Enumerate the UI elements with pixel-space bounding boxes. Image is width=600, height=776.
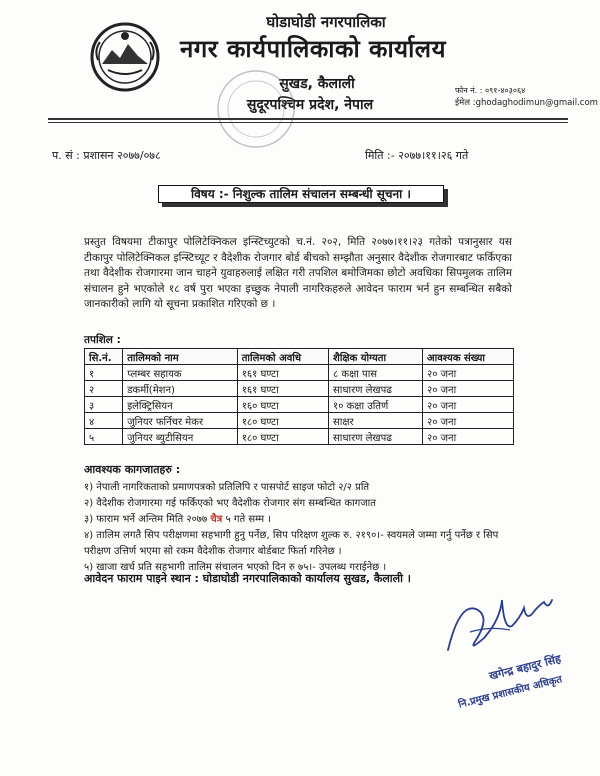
table-cell: २० जना [423,397,514,413]
signatory-title: नि.प्रमुख प्रशासकीय अधिकृत [457,674,564,711]
table-label: तपशिल : [84,334,121,346]
table-cell: १८० घण्टा [237,429,328,445]
document-item: ५) खाजा खर्च प्रति सहभागी तालिम संचालन भएको दिन रु ७५।- उपलब्ध गराईनेछ । [84,562,387,573]
table-row [85,429,514,445]
table-cell: साधारण लेखपढ [329,429,423,445]
table-cell: २ [85,381,123,397]
notice-date: मिति :- २०७७।११।२६ गते [365,149,469,162]
table-cell: साधारण लेखपढ [329,381,423,397]
municipality-name: घोडाघोडी नगरपालिका [266,13,386,31]
training-table [84,348,514,445]
table-cell: प्लम्बर सहायक [123,365,238,381]
header-divider [48,118,568,120]
table-cell: इलेक्ट्रिसियन [123,397,238,413]
signatory-name: खगेन्द्र बहादुर सिंह [487,652,563,683]
table-cell: २० जना [423,365,514,381]
table-cell: ४ [85,413,123,429]
table-cell: १८० घण्टा [237,413,328,429]
document-item: २) वैदेशीक रोजगारमा गई फर्किएको भए वैदेशीक रोजगार संग सम्बन्धित कागजात [84,498,376,509]
table-row [85,381,514,397]
deadline-prefix: ३) फाराम भर्ने अन्तिम मिति २०७७ [84,514,208,525]
table-cell: ५ [85,429,123,445]
table-cell: १६१ घण्टा [237,365,328,381]
nepal-emblem-icon [88,20,162,94]
documents-list [84,480,524,576]
table-cell: डकर्मी(मेशन) [123,381,238,397]
header-divider-thin [48,122,568,123]
table-row [85,365,514,381]
column-header: तालिमको नाम [123,349,238,365]
reference-number: प. सं : प्रशासन २०७७/०७८ [52,149,161,162]
column-header: आवश्यक संख्या [423,349,514,365]
signature-icon [440,580,560,660]
document-item: ४) तालिम लगतै सिप परीक्षणमा सहभागी हुनु पर्नेछ, सिप परिक्षण शुल्क रु. २१९०।- स्वयमले जम्मा गर्नु पर्नेछ र सिप परीक्षण उत्तिर्ण भएमा सो रकम वैदेशीक रोजगार बोर्डबाट फिर्ता गरिनेछ । [84,530,499,557]
table-cell: १ [85,365,123,381]
deadline-suffix: ५ गते सम्म । [225,514,272,525]
table-cell: २० जना [423,413,514,429]
column-header: सि.नं. [85,349,123,365]
table-cell: जुनियर फर्निचर मेकर [123,413,238,429]
documents-title: आवश्यक कागजातहरु : [84,463,181,476]
office-title: नगर कार्यपालिकाको कार्यालय [179,35,447,63]
table-cell: ३ [85,397,123,413]
province-country: सुदूरपश्चिम प्रदेश, नेपाल [246,97,374,113]
table-cell: १० कक्षा उतिर्ण [329,397,423,413]
table-cell: २० जना [423,381,514,397]
document-item [84,512,524,528]
phone-number: फोन नं. : ०९१-४०३०६४ [455,86,526,95]
application-location: आवेदन फाराम पाइने स्थान : घोडाघोडी नगरपालिकाको कार्यालय सुखड, कैलाली । [84,572,411,585]
table-header-row [85,349,514,365]
subject-heading: विषय :- निशुल्क तालिम संचालन सम्बन्धी सूचना । [158,185,444,203]
table-row [85,413,514,429]
document-item: १) नेपाली नागरिकताको प्रमाणपत्रको प्रतिलिपि र पासपोर्ट साइज फोटो २/२ प्रति [84,482,370,493]
table-cell: १६० घण्टा [237,397,328,413]
table-cell: साक्षर [329,413,423,429]
notice-body: प्रस्तुत विषयमा टीकापुर पोलिटेक्निकल इन्स्टिच्युटको च.नं. २०२, मिति २०७७।११।२३ गतेको पत्रानुसार यस टीकापुर पोलिटेक्निकल इन्स्टिच्यूट र वैदेशीक रोजगार बोर्ड बीचको सम्झौता अनुसार वैदेशीक रोजगारबाट फर्किएका तथा वैदेशीक रोजगारमा जान चाहने युवाहरुलाई लक्षित गरी तपशिल बमोजिमका छोटो अवधिका सिपमुलक तालिम संचालन हुने भएकोले १८ वर्ष पुरा भएका इच्छुक नेपाली नागरिकहरुले आवेदन फाराम भर्न हुन सम्बन्धित सबैको जानकारीको लागि यो सूचना प्रकाशित गरिएको छ । [84,236,512,310]
column-header: तालिमको अवधि [237,349,328,365]
office-stamp-icon [206,64,306,154]
table-cell: २० जना [423,429,514,445]
table-row [85,397,514,413]
email-address: ईमेल :ghodaghodimun@gmail.com [455,98,598,108]
table-cell: ८ कक्षा पास [329,365,423,381]
deadline-month: चैत्र [210,514,223,525]
table-cell: जुनियर ब्युटीसियन [123,429,238,445]
column-header: शैक्षिक योग्यता [329,349,423,365]
office-location: सुखड, कैलाली [279,76,355,92]
table-cell: १६१ घण्टा [237,381,328,397]
